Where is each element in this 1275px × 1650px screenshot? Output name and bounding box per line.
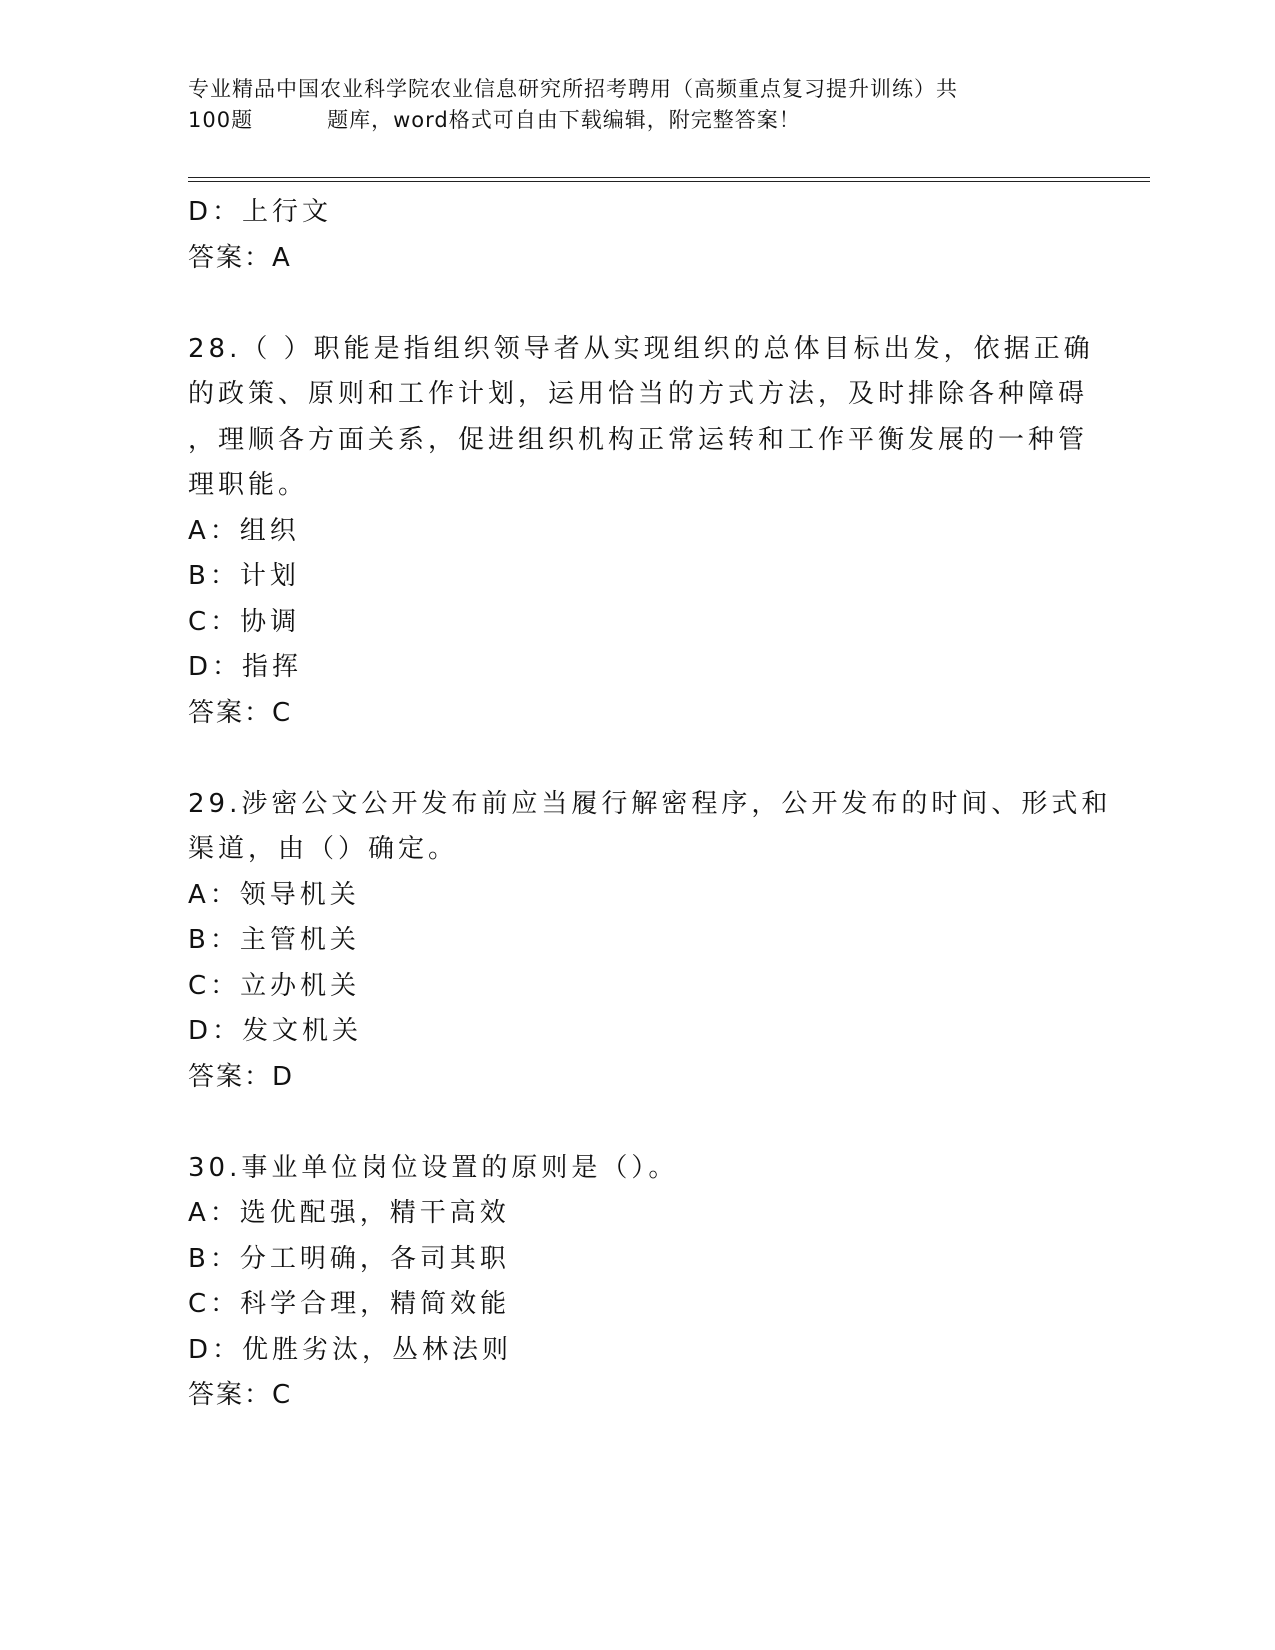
question-29-option-d: D：发文机关 [188,1016,363,1046]
question-29-answer [188,1055,1088,1101]
question-28 [188,327,1094,737]
question-28-stem-line-2: 的政策、原则和工作计划，运用恰当的方式方法，及时排除各种障碍 [188,379,1089,409]
header-count: 100题 [188,108,254,132]
question-30-stem-line-1: 30.事业单位岗位设置的原则是（）。 [188,1152,679,1183]
answer-value: A [272,242,292,273]
question-28-option-b: B：计划 [188,561,300,591]
answer-label: 答案： [188,1380,273,1410]
document-header [188,74,1088,136]
header-divider-top [188,177,1150,178]
answer-label: 答案： [188,697,273,728]
header-divider-bottom [188,181,1150,182]
header-title-line-2 [188,105,1088,136]
prev-option-d: D：上行文 [188,197,333,227]
answer-label: 答案： [188,1061,273,1092]
question-29-option-b: B：主管机关 [188,925,360,955]
question-28-stem-line-4: 理职能。 [188,470,309,500]
question-29 [188,782,1112,1101]
question-28-option-d: D：指挥 [188,652,303,682]
question-30 [188,1146,1088,1419]
question-content [188,190,1112,1419]
question-30-option-c: C：科学合理，精简效能 [188,1289,511,1319]
question-28-stem-line-3: ，理顺各方面关系，促进组织机构正常运转和工作平衡发展的一种管 [188,424,1089,455]
question-30-option-d: D：优胜劣汰，丛林法则 [188,1334,513,1365]
question-30-option-a: A：选优配强，精干高效 [188,1198,510,1228]
question-29-option-c: C：立办机关 [188,970,361,1001]
question-30-option-b: B：分工明确，各司其职 [188,1243,510,1274]
question-28-option-a: A：组织 [188,515,300,546]
answer-value: C [272,697,293,728]
question-29-stem-line-2: 渠道，由（）确定。 [188,834,459,864]
question-28-stem-line-1: 28.（ ）职能是指组织领导者从实现组织的总体目标出发，依据正确 [188,333,1094,364]
header-subtitle: 题库，word格式可自由下载编辑，附完整答案！ [327,108,801,132]
question-29-option-a: A：领导机关 [188,879,360,910]
answer-value: C [272,1380,293,1410]
prev-answer [188,236,1088,282]
question-29-stem-line-1: 29.涉密公文公开发布前应当履行解密程序，公开发布的时间、形式和 [188,788,1112,819]
question-28-option-c: C：协调 [188,606,301,637]
question-28-answer [188,691,1088,737]
question-30-answer [188,1373,1088,1419]
answer-value: D [272,1061,295,1092]
header-title-line-1: 专业精品中国农业科学院农业信息研究所招考聘用（高频重点复习提升训练）共 [188,77,958,101]
answer-label: 答案： [188,242,273,273]
